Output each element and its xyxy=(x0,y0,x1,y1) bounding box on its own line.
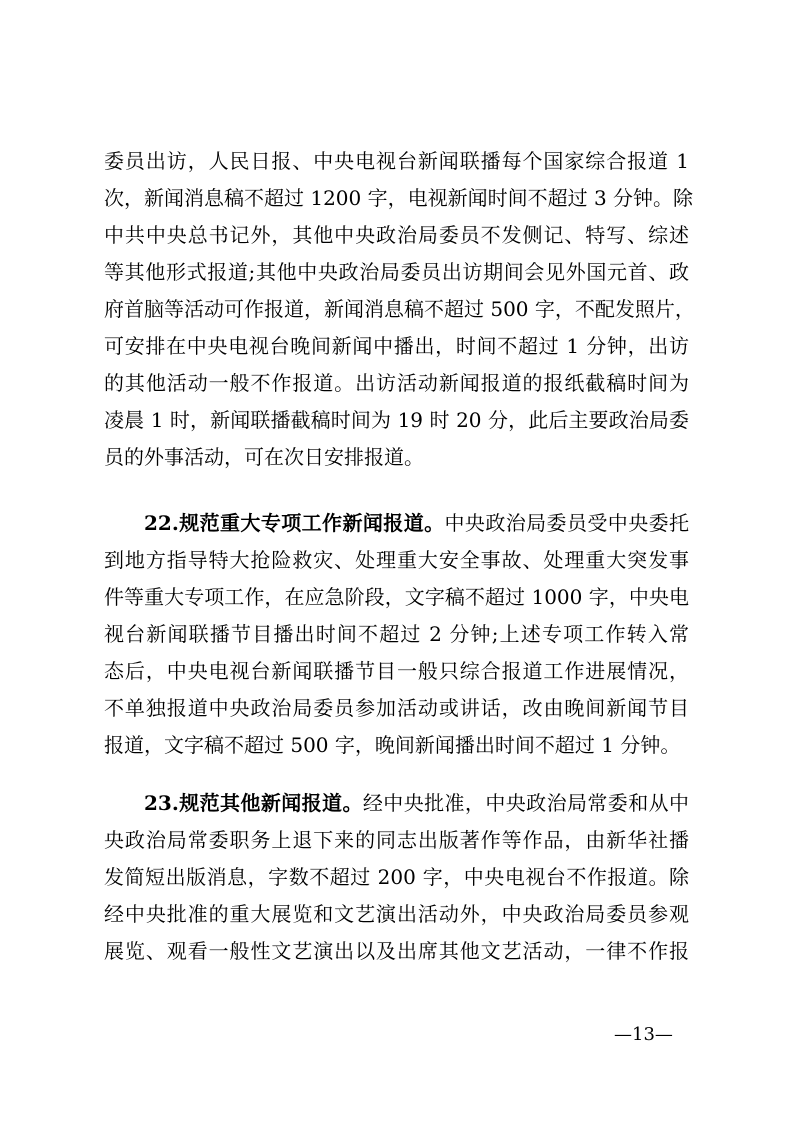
text-line: 到地方指导特大抢险救灾、处理重大安全事故、处理重大突发事 xyxy=(104,548,689,572)
text-line: 报道，文字稿不超过 500 字，晚间新闻播出时间不超过 1 分钟。 xyxy=(104,733,681,757)
text-line-first xyxy=(104,785,689,822)
text-line-first xyxy=(104,505,689,542)
text-line: 凌晨 1 时，新闻联播截稿时间为 19 时 20 分，此后主要政治局委 xyxy=(104,408,689,432)
paragraph-section-22 xyxy=(104,505,689,764)
text-line: 展览、观看一般性文艺演出以及出席其他文艺活动，一律不作报 xyxy=(104,939,689,963)
section-heading-23: 23.规范其他新闻报道。 xyxy=(144,791,363,815)
text-line: 态后，中央电视台新闻联播节目一般只综合报道工作进展情况， xyxy=(104,659,689,683)
paragraph-section-23 xyxy=(104,785,689,970)
text-line: 次，新闻消息稿不超过 1200 字，电视新闻时间不超过 3 分钟。除 xyxy=(104,186,694,210)
text-line-continuation: 中央政治局委员受中央委托 xyxy=(444,511,690,535)
text-line: 府首脑等活动可作报道，新闻消息稿不超过 500 字，不配发照片， xyxy=(104,297,695,321)
text-line: 中共中央总书记外，其他中央政治局委员不发侧记、特写、综述 xyxy=(104,223,689,247)
text-line: 经中央批准的重大展览和文艺演出活动外，中央政治局委员参观 xyxy=(104,902,689,926)
text-line-continuation: 经中央批准，中央政治局常委和从中 xyxy=(362,791,690,815)
section-heading-22: 22.规范重大专项工作新闻报道。 xyxy=(144,511,445,535)
text-line: 可安排在中央电视台晚间新闻中播出，时间不超过 1 分钟，出访 xyxy=(104,334,689,358)
text-line: 视台新闻联播节目播出时间不超过 2 分钟;上述专项工作转入常 xyxy=(104,622,689,646)
text-line: 不单独报道中央政治局委员参加活动或讲话，改由晚间新闻节目 xyxy=(104,696,689,720)
text-line: 员的外事活动，可在次日安排报道。 xyxy=(104,445,424,469)
text-line: 委员出访，人民日报、中央电视台新闻联播每个国家综合报道 1 xyxy=(104,149,689,173)
text-line: 件等重大专项工作，在应急阶段，文字稿不超过 1000 字，中央电 xyxy=(104,585,689,609)
text-line: 等其他形式报道;其他中央政治局委员出访期间会见外国元首、政 xyxy=(104,260,689,284)
page-number: —13— xyxy=(614,1024,673,1045)
text-line: 发简短出版消息，字数不超过 200 字，中央电视台不作报道。除 xyxy=(104,865,689,889)
text-line: 的其他活动一般不作报道。出访活动新闻报道的报纸截稿时间为 xyxy=(104,371,689,395)
text-line: 央政治局常委职务上退下来的同志出版著作等作品，由新华社播 xyxy=(104,828,689,852)
paragraph-foreign-visit-coverage xyxy=(104,143,695,476)
